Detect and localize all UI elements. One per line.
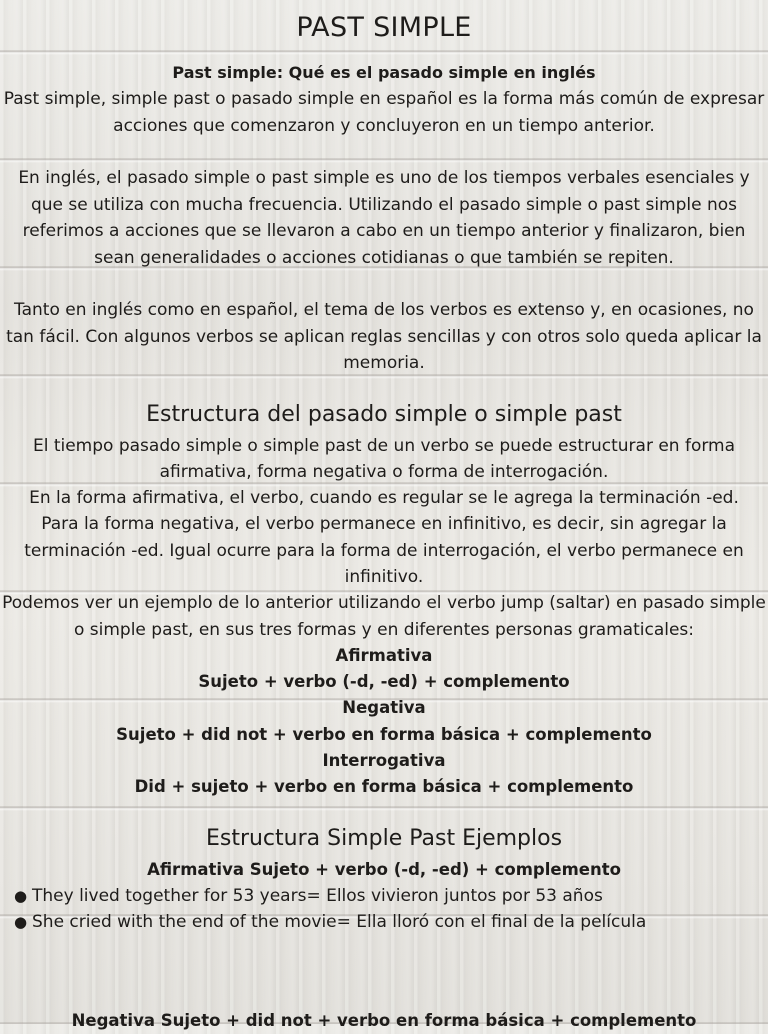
negativa-label: Negativa [342,698,426,718]
bullet-icon: ● [14,913,28,932]
afirmativa-formula: Sujeto + verbo (-d, -ed) + complemento [198,672,570,692]
interrogativa-label: Interrogativa [322,751,446,771]
page-title: PAST SIMPLE [296,12,472,43]
structure-text-1: El tiempo pasado simple o simple past de un verbo se puede estructurar en forma afirmativa, forma negativa o forma de interrogación. [32,435,736,482]
list-item [14,909,768,936]
structure-text-2: En la forma afirmativa, el verbo, cuando es regular se le agrega la terminación -ed. [29,488,739,509]
list-item-text: She cried with the end of the movie= Ella lloró con el final de la película [32,912,647,933]
intro-paragraph-2: En inglés, el pasado simple o past simple es uno de los tiempos verbales esenciales y que se utiliza con mucha frecuencia. Utilizando el pasado simple o past simple nos referimos a acciones que se llevaron a cabo en un tiempo anterior y finalizaron, bien sean generalidades o acciones cotidianas o que también se repiten. [18,168,750,268]
bullet-icon: ● [14,886,28,905]
intro-subheading: Past simple: Qué es el pasado simple en inglés [172,63,596,82]
examples-list [0,883,768,936]
intro-paragraph-3: Tanto en inglés como en español, el tema de los verbos es extenso y, en ocasiones, no tan fácil. Con algunos verbos se aplican reglas sencillas y con otros solo queda aplicar la memoria. [6,300,762,373]
list-item-text: They lived together for 53 years= Ellos vivieron juntos por 53 años [32,885,603,906]
structure-text-4: Podemos ver un ejemplo de lo anterior utilizando el verbo jump (saltar) en pasado simple o simple past, en sus tres formas y en diferentes personas gramaticales: [2,593,766,640]
negativa-formula: Sujeto + did not + verbo en forma básica + complemento [116,724,652,744]
spacer [0,271,768,297]
spacer [0,139,768,165]
afirmativa-label: Afirmativa [335,645,433,665]
examples-afirmativa-heading: Afirmativa Sujeto + verbo (-d, -ed) + complemento [147,859,621,879]
interrogativa-formula: Did + sujeto + verbo en forma básica + complemento [134,777,634,797]
intro-paragraph-1: Past simple, simple past o pasado simple en español es la forma más común de expresar acciones que comenzaron y concluyeron en un tiempo anterior. [3,89,765,136]
structure-text-3: Para la forma negativa, el verbo permanece en infinitivo, es decir, sin agregar la terminación -ed. Igual ocurre para la forma de interrogación, el verbo permanece en infinitivo. [24,514,744,587]
examples-negativa-heading: Negativa Sujeto + did not + verbo en forma básica + complemento [71,1011,697,1030]
list-item [14,883,768,910]
examples-heading: Estructura Simple Past Ejemplos [205,825,563,851]
structure-heading: Estructura del pasado simple o simple past [146,401,622,427]
